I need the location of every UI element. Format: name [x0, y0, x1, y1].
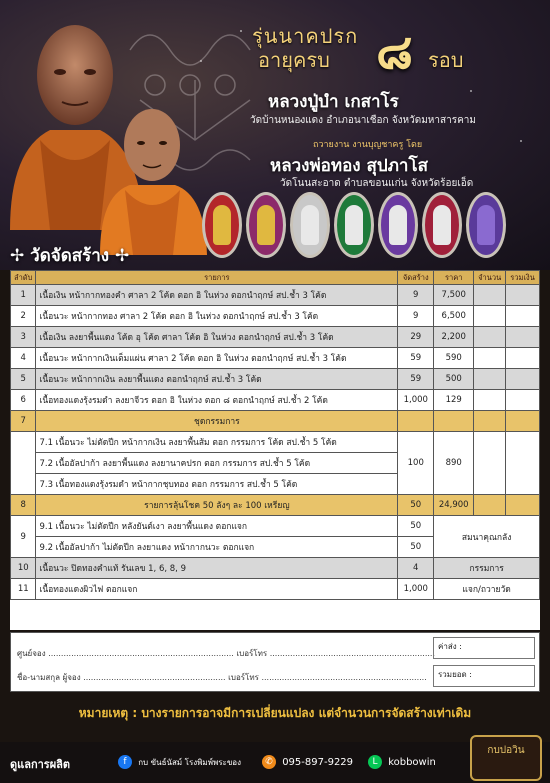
row-item: เนื้อเงิน ลงยาพื้นแดง โค้ด อุ โค้ด ศาลา โค้ด อิ ในห่วง ตอกนำฤกษ์ สป.ช้ำ 3 โค้ด — [36, 327, 398, 348]
price-table-sheet — [10, 270, 540, 630]
monk2-name: หลวงพ่อทอง สุปภาโส — [270, 156, 428, 176]
line-link[interactable] — [368, 755, 436, 769]
line-id: kobbowin — [388, 757, 436, 768]
medal-image — [246, 192, 286, 258]
row-total-cell[interactable] — [506, 285, 540, 306]
facebook-text: กบ ขันธ์นัสม์ โรงพิมพ์พระของ — [138, 758, 242, 767]
table-row — [11, 348, 540, 369]
phone-field[interactable]: ................................................................. — [269, 649, 435, 658]
row-group-label: ชุดกรรมการ — [36, 411, 398, 432]
row-subitem: 9.2 เนื้ออัลปาก้า ไม่ตัดปีก ลงยาแดง หน้ากากนวะ ตอกแจก — [36, 537, 398, 558]
brand-logo — [470, 735, 542, 781]
naga-icon — [257, 205, 275, 245]
row-qty: 50 — [398, 537, 434, 558]
row-item: เนื้อทองแดงรุ้งรมดำ ลงยาจีวร ตอก อิ ในห่วง ตอก ๘ ตอกนำฤกษ์ สป.ช้ำ 2 โค้ด — [36, 390, 398, 411]
row-qty: 50 — [398, 495, 434, 516]
row-item: เนื้อนวะ ปิดทองคำแท้ รันเลข 1, 6, 8, 9 — [36, 558, 398, 579]
row-no: 8 — [11, 495, 36, 516]
phone-icon: ✆ — [262, 755, 276, 769]
row-amount-cell[interactable] — [474, 285, 506, 306]
phone-label: เบอร์โทร — [236, 649, 268, 658]
row-total-cell[interactable] — [506, 348, 540, 369]
row-no: 6 — [11, 390, 36, 411]
monk-portrait — [95, 95, 210, 255]
row-no: 10 — [11, 558, 36, 579]
row-price: 500 — [434, 369, 474, 390]
row-qty: 9 — [398, 306, 434, 327]
medal-image — [422, 192, 462, 258]
row-price: 6,500 — [434, 306, 474, 327]
header-no: ลำดับ — [11, 271, 36, 285]
name-label: ชื่อ-นามสกุล ผู้จอง — [17, 673, 81, 682]
row-price: สมนาคุณกลัง — [434, 516, 540, 558]
phone-link[interactable] — [262, 755, 353, 769]
shipping-label: ค่าส่ง : — [438, 642, 462, 651]
section-title: ✢ วัดจัดสร้าง ✢ — [10, 246, 130, 266]
header-qty: จัดสร้าง — [398, 271, 434, 285]
row-item: เนื้อเงิน หน้ากากทองคำ ศาลา 2 โค้ด ตอก อิ ในห่วง ตอกนำฤกษ์ สป.ช้ำ 3 โค้ด — [36, 285, 398, 306]
medal-image — [290, 192, 330, 258]
row-qty: 59 — [398, 369, 434, 390]
logo-text: กบปอวิน — [487, 745, 525, 756]
row-price: 24,900 — [434, 495, 474, 516]
row-item: เนื้อนวะ หน้ากากเงินเต็มแผ่น ศาลา 2 โค้ด ตอก อิ ในห่วง ตอกนำฤกษ์ สป.ช้ำ 3 โค้ด — [36, 348, 398, 369]
table-row — [11, 285, 540, 306]
contact-bar — [0, 742, 550, 783]
row-subitem: 7.3 เนื้อทองแดงรุ้งรมดำ หน้ากากชุบทอง ตอก กรรมการ สป.ช้ำ 5 โค้ด — [36, 474, 398, 495]
order-form — [10, 632, 540, 692]
row-total-cell[interactable] — [506, 495, 540, 516]
naga-icon — [433, 205, 451, 245]
row-total-cell[interactable] — [506, 327, 540, 348]
row-no: 1 — [11, 285, 36, 306]
total-box[interactable] — [433, 665, 535, 687]
table-row — [11, 306, 540, 327]
table-header-row — [11, 271, 540, 285]
row-qty: 4 — [398, 558, 434, 579]
row-no: 5 — [11, 369, 36, 390]
row-total-cell[interactable] — [506, 306, 540, 327]
row-subitem: 7.1 เนื้อนวะ ไม่ตัดปีก หน้ากากเงิน ลงยาพื้นส้ม ตอก กรรมการ โค้ด สป.ช้ำ 5 โค้ด — [36, 432, 398, 453]
table-row — [11, 390, 540, 411]
table-row-group-header — [11, 411, 540, 432]
row-qty: 9 — [398, 285, 434, 306]
producer-label: ดูแลการผลิต — [10, 758, 71, 771]
remark-note: หมายเหตุ : บางรายการอาจมีการเปลี่ยนแปลง แต่จำนวนการจัดสร้างเท่าเดิม — [78, 706, 472, 720]
row-amount-cell[interactable] — [474, 432, 506, 495]
row-price: กรรมการ — [434, 558, 540, 579]
facebook-icon: f — [118, 755, 132, 769]
center-field[interactable]: ......................................................................... — [48, 649, 237, 658]
price-table — [10, 270, 540, 600]
medal-image — [202, 192, 242, 258]
header-amount: จำนวน — [474, 271, 506, 285]
table-row — [11, 432, 540, 453]
name-field[interactable]: ........................................................ — [83, 673, 229, 682]
row-no: 4 — [11, 348, 36, 369]
medal-image — [466, 192, 506, 258]
row-item: เนื้อนวะ หน้ากากทอง ศาลา 2 โค้ด ตอก อิ ในห่วง ตอกนำฤกษ์ สป.ช้ำ 3 โค้ด — [36, 306, 398, 327]
row-no: 2 — [11, 306, 36, 327]
row-total-cell[interactable] — [506, 432, 540, 495]
header-total: รวมเงิน — [506, 271, 540, 285]
row-qty: 50 — [398, 516, 434, 537]
row-total-cell[interactable] — [506, 369, 540, 390]
naga-icon — [345, 205, 363, 245]
line-icon: L — [368, 755, 382, 769]
row-price: 7,500 — [434, 285, 474, 306]
table-row-lucky — [11, 495, 540, 516]
facebook-link[interactable] — [118, 755, 241, 769]
hero-banner — [0, 0, 550, 270]
table-row — [11, 369, 540, 390]
naga-icon — [213, 205, 231, 245]
row-qty: 1,000 — [398, 579, 434, 600]
table-row — [11, 579, 540, 600]
row-amount-cell[interactable] — [474, 348, 506, 369]
row-price: แจก/ถวายวัด — [434, 579, 540, 600]
row-item: เนื้อนวะ หน้ากากเงิน ลงยาพื้นแดง ตอกนำฤกษ์ สป.ช้ำ 3 โค้ด — [36, 369, 398, 390]
row-no: 11 — [11, 579, 36, 600]
row-item: รายการลุ้นโชค 50 ลังๆ ละ 100 เหรียญ — [36, 495, 398, 516]
name-row — [17, 671, 427, 684]
row-no: 7 — [11, 411, 36, 432]
row-qty: 59 — [398, 348, 434, 369]
row-amount-cell[interactable] — [474, 369, 506, 390]
medal-image — [378, 192, 418, 258]
title-line-1: รุ่นนาคปรก — [252, 24, 359, 48]
row-price: 2,200 — [434, 327, 474, 348]
title-suffix: รอบ — [428, 48, 464, 72]
row-subitem: 9.1 เนื้อนวะ ไม่ตัดปีก หลังยันต์เงา ลงยาพื้นแดง ตอกแจก — [36, 516, 398, 537]
row-item: เนื้อทองแดงผิวไฟ ตอกแจก — [36, 579, 398, 600]
row-qty: 100 — [398, 432, 434, 495]
medal-gallery — [202, 192, 547, 264]
total-label: รวมยอด : — [438, 670, 472, 679]
phone-field-2[interactable]: ................................................................. — [261, 673, 427, 682]
table-row — [11, 516, 540, 537]
row-price: 129 — [434, 390, 474, 411]
naga-icon — [389, 205, 407, 245]
row-qty: 1,000 — [398, 390, 434, 411]
row-amount-cell[interactable] — [474, 327, 506, 348]
phone-number: 095-897-9229 — [282, 757, 354, 768]
row-price: 590 — [434, 348, 474, 369]
center-label: ศูนย์จอง — [17, 649, 46, 658]
row-price: 890 — [434, 432, 474, 495]
shipping-box[interactable] — [433, 637, 535, 659]
offer-text: ถวายงาน งานบุญชาครู โดย — [313, 140, 423, 150]
naga-icon — [477, 205, 495, 245]
naga-icon — [301, 205, 319, 245]
center-row — [17, 647, 435, 660]
row-qty: 29 — [398, 327, 434, 348]
row-subitem: 7.2 เนื้ออัลปาก้า ลงยาพื้นแดง ลงยานาคปรก ตอก กรรมการ สป.ช้ำ 5 โค้ด — [36, 453, 398, 474]
monk-address: วัดบ้านหนองแดง อำเภอนาเชือก จังหวัดมหาสารคาม — [250, 115, 476, 126]
row-no: 3 — [11, 327, 36, 348]
monk-name: หลวงปู่บำ เกสาโร — [268, 92, 399, 112]
row-amount-cell[interactable] — [474, 390, 506, 411]
row-no: 9 — [11, 516, 36, 558]
row-total-cell[interactable] — [506, 390, 540, 411]
monk2-address: วัดโนนสะอาด ตำบลขอนแก่น จังหวัดร้อยเอ็ด — [280, 178, 474, 189]
row-amount-cell[interactable] — [474, 495, 506, 516]
header-item: รายการ — [36, 271, 398, 285]
title-big-number: ๘ — [376, 24, 414, 80]
medal-image — [334, 192, 374, 258]
row-amount-cell[interactable] — [474, 306, 506, 327]
table-row — [11, 327, 540, 348]
title-line-2: อายุครบ — [258, 48, 330, 72]
header-price: ราคา — [434, 271, 474, 285]
table-row — [11, 558, 540, 579]
phone-label-2: เบอร์โทร — [228, 673, 259, 682]
